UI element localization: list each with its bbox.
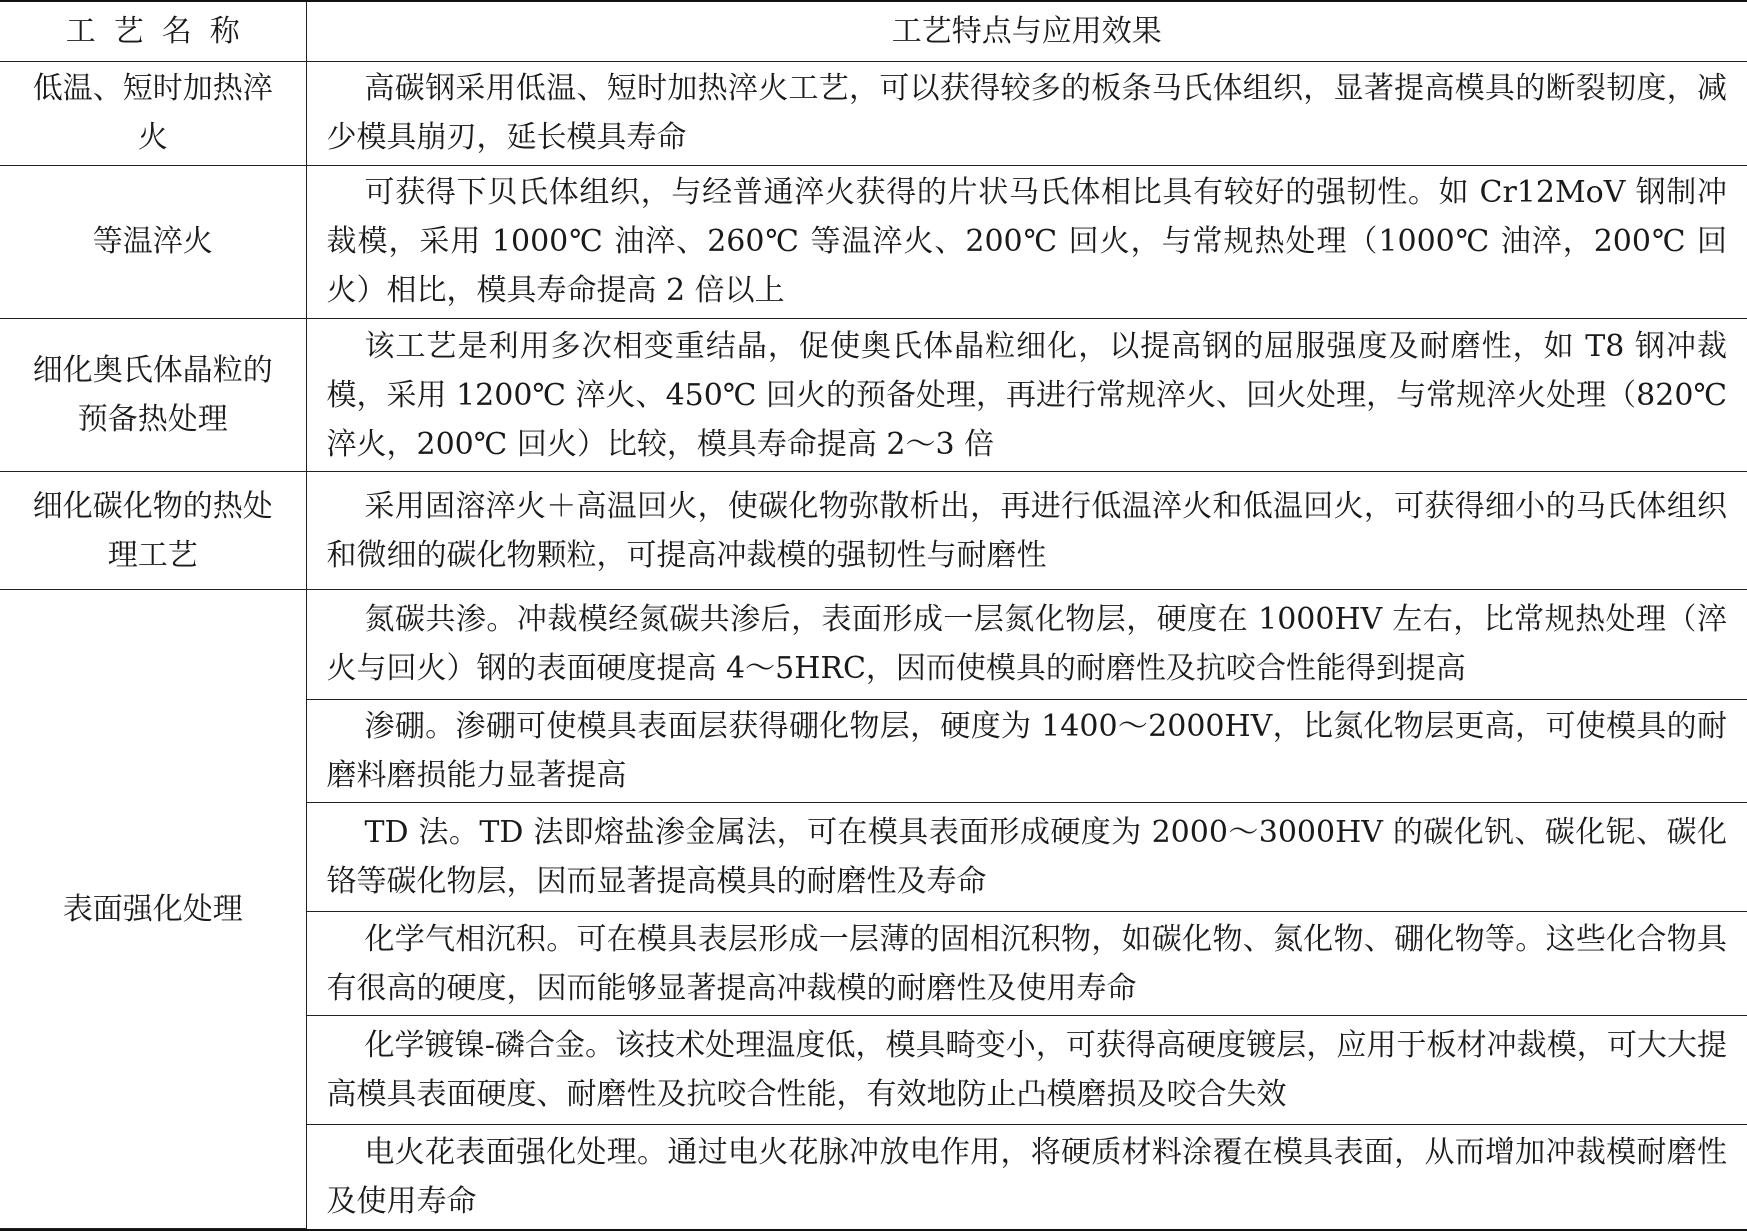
process-desc-cell: 氮碳共渗。冲裁模经氮碳共渗后，表面形成一层氮化物层，硬度在 1000HV 左右，比常规热处理（淬火与回火）钢的表面硬度提高 4～5HRC，因而使模具的耐磨性及抗咬合性能得到提高 (306, 590, 1747, 699)
process-desc-cell: 电火花表面强化处理。通过电火花脉冲放电作用，将硬质材料涂覆在模具表面，从而增加冲裁模耐磨性及使用寿命 (306, 1125, 1747, 1229)
table-row (0, 590, 1747, 699)
header-process-features: 工艺特点与应用效果 (306, 2, 1747, 61)
table-row (0, 165, 1747, 318)
process-desc-cell: 采用固溶淬火＋高温回火，使碳化物弥散析出，再进行低温淬火和低温回火，可获得细小的马氏体组织和微细的碳化物颗粒，可提高冲裁模的强韧性与耐磨性 (306, 472, 1747, 590)
process-desc-cell: 化学镀镍-磷合金。该技术处理温度低，模具畸变小，可获得高硬度镀层，应用于板材冲裁模，可大大提高模具表面硬度、耐磨性及抗咬合性能，有效地防止凸模磨损及咬合失效 (306, 1016, 1747, 1125)
header-process-name: 工艺名称 (0, 2, 306, 61)
process-desc-cell: 该工艺是利用多次相变重结晶，促使奥氏体晶粒细化，以提高钢的屈服强度及耐磨性，如 T8 钢冲裁模，采用 1200℃ 淬火、450℃ 回火的预备处理，再进行常规淬火、回火处理，与常规淬火处理（820℃ 淬火，200℃ 回火）比较，模具寿命提高 2～3 倍 (306, 318, 1747, 471)
process-name-cell: 等温淬火 (0, 165, 306, 318)
process-name-cell: 细化奥氏体晶粒的预备热处理 (0, 318, 306, 471)
table-row (0, 61, 1747, 165)
process-name-cell: 低温、短时加热淬火 (0, 61, 306, 165)
table-header-row (0, 2, 1747, 61)
process-desc-cell: 化学气相沉积。可在模具表层形成一层薄的固相沉积物，如碳化物、氮化物、硼化物等。这些化合物具有很高的硬度，因而能够显著提高冲裁模的耐磨性及使用寿命 (306, 912, 1747, 1016)
process-name-cell: 细化碳化物的热处理工艺 (0, 472, 306, 590)
table-row (0, 318, 1747, 471)
process-table (0, 2, 1747, 1229)
table-row (0, 472, 1747, 590)
process-desc-cell: 高碳钢采用低温、短时加热淬火工艺，可以获得较多的板条马氏体组织，显著提高模具的断裂韧度，减少模具崩刃，延长模具寿命 (306, 61, 1747, 165)
process-desc-cell: 渗硼。渗硼可使模具表面层获得硼化物层，硬度为 1400～2000HV，比氮化物层更高，可使模具的耐磨料磨损能力显著提高 (306, 699, 1747, 803)
process-desc-cell: 可获得下贝氏体组织，与经普通淬火获得的片状马氏体相比具有较好的强韧性。如 Cr12MoV 钢制冲裁模，采用 1000℃ 油淬、260℃ 等温淬火、200℃ 回火，与常规热处理（1000℃ 油淬，200℃ 回火）相比，模具寿命提高 2 倍以上 (306, 165, 1747, 318)
process-desc-cell: TD 法。TD 法即熔盐渗金属法，可在模具表面形成硬度为 2000～3000HV 的碳化钒、碳化铌、碳化铬等碳化物层，因而显著提高模具的耐磨性及寿命 (306, 803, 1747, 912)
process-name-cell-surface: 表面强化处理 (0, 590, 306, 1229)
